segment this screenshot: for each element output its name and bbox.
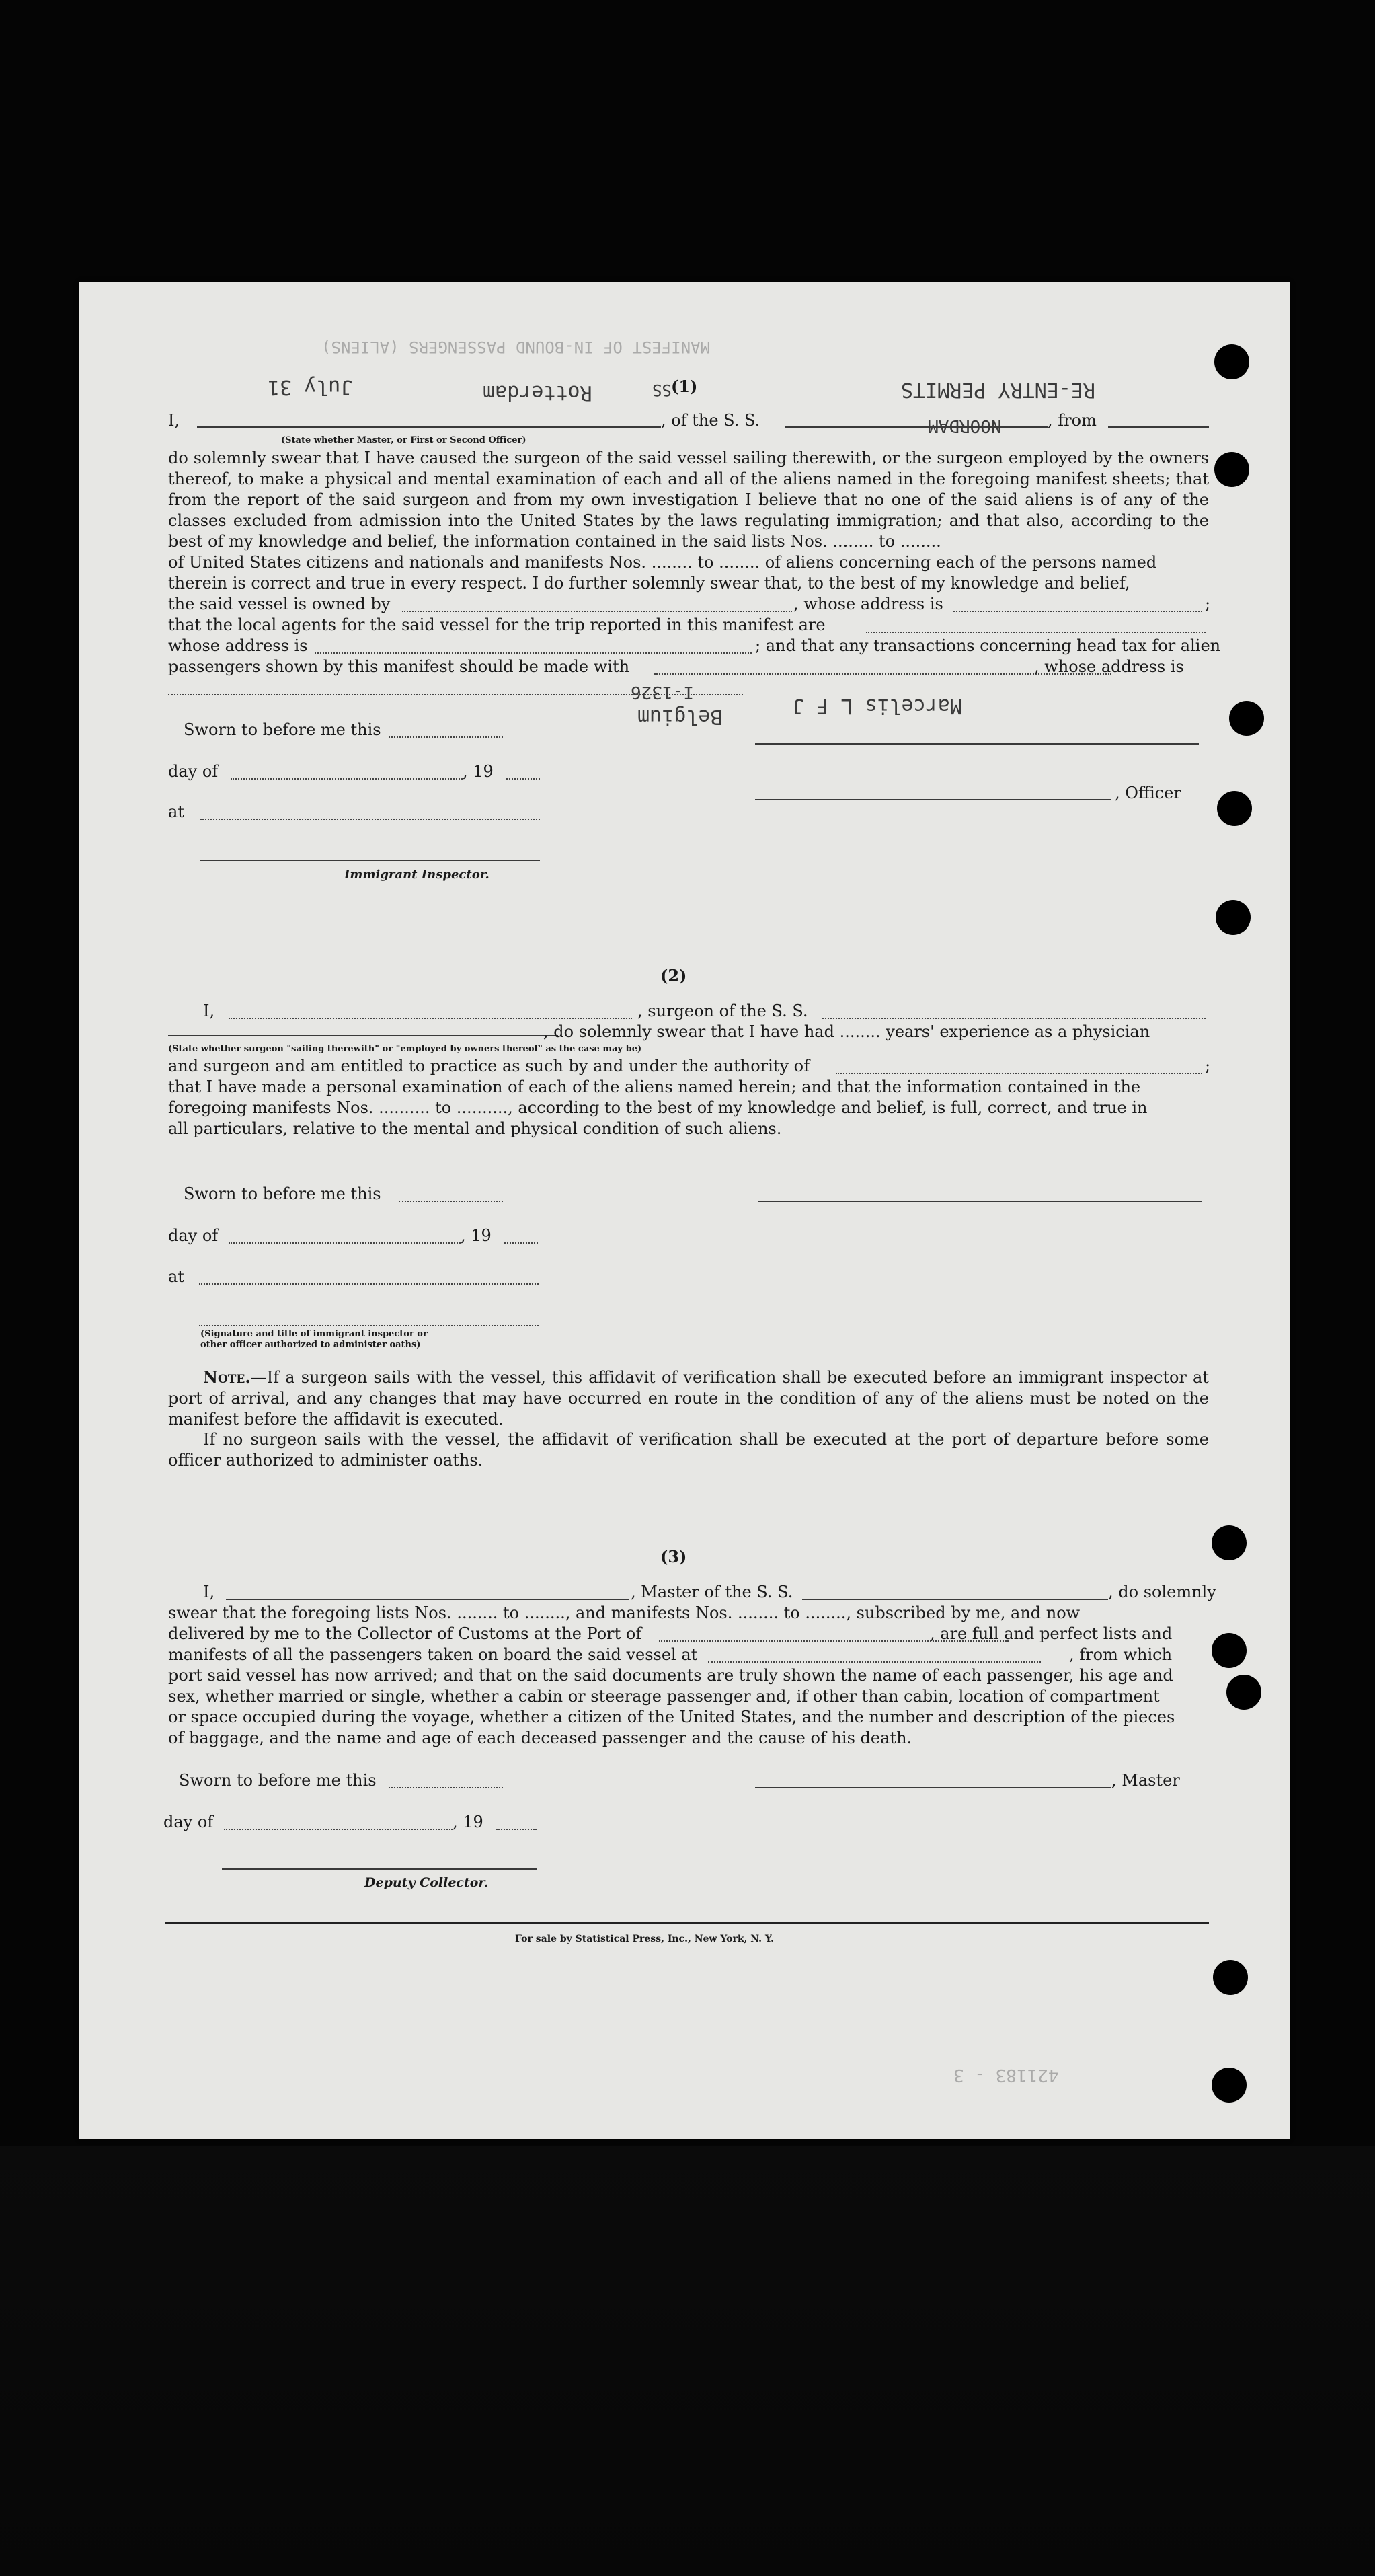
s2-sig-note-2: other officer authorized to administer oaths) xyxy=(200,1340,421,1350)
s1-passengers-label: passengers shown by this manifest should be made with xyxy=(168,657,630,676)
punch-hole xyxy=(1217,791,1252,826)
stamp-number: I-1326 xyxy=(631,682,694,702)
s1-ship-field[interactable] xyxy=(785,426,1048,428)
s2-sworn-label: Sworn to before me this xyxy=(184,1184,381,1203)
s2-line2: , do solemnly swear that I have had ........ years' experience as a physician xyxy=(543,1022,1150,1041)
s3-line2: swear that the foregoing lists Nos. ........ to ........, and manifests Nos. ........ to ........, subscribed by me, and now xyxy=(168,1603,1081,1622)
punch-hole xyxy=(1214,452,1249,487)
s3-line7: or space occupied during the voyage, whether a citizen of the United States, and the number and description of the pieces xyxy=(168,1708,1175,1727)
s2-line4: that I have made a personal examination of each of the aliens named herein; and that the information contained in the xyxy=(168,1077,1141,1096)
s3-embark-port-field[interactable] xyxy=(708,1661,1041,1663)
s3-day-of-label: day of xyxy=(163,1813,214,1831)
s1-sworn-label: Sworn to before me this xyxy=(184,720,381,739)
stamp-port: Rotterdam xyxy=(483,381,592,404)
s1-whose-label: whose address is xyxy=(168,636,308,655)
s3-master-label: , Master xyxy=(1111,1771,1180,1790)
s2-line1-prefix: I, xyxy=(203,1001,215,1020)
s3-line8: of baggage, and the name and age of each deceased passenger and the cause of his death. xyxy=(168,1729,912,1747)
s1-officer-signature-field[interactable] xyxy=(755,799,1111,800)
s1-year-field[interactable] xyxy=(506,778,540,780)
s1-semicolon: ; xyxy=(1205,595,1211,613)
s3-sworn-date-field[interactable] xyxy=(389,1787,503,1788)
s2-sig-note-1: (Signature and title of immigrant inspector or xyxy=(200,1329,428,1339)
stamp-country: Belgium xyxy=(637,705,723,728)
s1-passengers-addr-label: , whose address is xyxy=(1034,657,1184,676)
s1-name-field[interactable] xyxy=(197,426,661,428)
s1-sworn-date-field[interactable] xyxy=(389,736,503,738)
s1-agents-field[interactable] xyxy=(866,632,1206,633)
s3-line6: sex, whether married or single, whether a cabin or steerage passenger and, if other than cabin, location of compartment xyxy=(168,1687,1160,1706)
s3-ship-field[interactable] xyxy=(802,1599,1108,1600)
s3-year-field[interactable] xyxy=(496,1829,537,1830)
s2-at-field[interactable] xyxy=(199,1283,539,1285)
s1-owner-field[interactable] xyxy=(402,611,792,612)
s2-year-label: , 19 xyxy=(461,1226,492,1245)
footer-rule xyxy=(165,1922,1209,1924)
scanner-background xyxy=(0,2146,1375,2576)
s2-day-field[interactable] xyxy=(229,1242,461,1244)
s3-line3: delivered by me to the Collector of Customs at the Port of xyxy=(168,1624,642,1643)
s3-line5: port said vessel has now arrived; and that on the said documents are truly shown the name of each passenger, his age and xyxy=(168,1666,1173,1685)
s2-ship-field[interactable] xyxy=(822,1018,1206,1019)
stamp-ship-prefix: SS xyxy=(652,381,672,400)
s3-year-label: , 19 xyxy=(453,1813,483,1831)
s3-sworn-label: Sworn to before me this xyxy=(179,1771,377,1790)
s2-note2-paragraph: If no surgeon sails with the vessel, the affidavit of verification shall be executed at the port of departure before some officer authorized to administer oaths. xyxy=(168,1430,1209,1470)
s2-semicolon: ; xyxy=(1205,1057,1211,1075)
s1-owned-addr-label: , whose address is xyxy=(793,595,943,613)
stamp-date: July 31 xyxy=(268,375,353,399)
s2-inspector-signature-field[interactable] xyxy=(199,1325,539,1326)
punch-hole xyxy=(1216,900,1251,935)
s2-status-note: (State whether surgeon "sailing therewith" or "employed by owners thereof" as the case may be) xyxy=(168,1044,642,1054)
s1-inspector-signature-field[interactable] xyxy=(200,860,540,861)
s1-agents-label: that the local agents for the said vessel for the trip reported in this manifest are xyxy=(168,615,826,634)
stamp-passenger-name: Marcelis L F J xyxy=(792,694,962,718)
s3-line1-mid: , Master of the S. S. xyxy=(631,1583,793,1601)
stamp-reentry: RE-ENTRY PERMITS xyxy=(901,378,1095,402)
s1-day-field[interactable] xyxy=(231,778,463,780)
s1-therein-line: therein is correct and true in every respect. I do further solemnly swear that, to the best of my knowledge and belief, xyxy=(168,574,1130,593)
s1-officer-label: , Officer xyxy=(1115,784,1181,802)
punch-hole xyxy=(1213,1960,1248,1995)
s1-line1-prefix: I, xyxy=(168,411,180,430)
s1-year-label: , 19 xyxy=(463,762,494,781)
s1-at-label: at xyxy=(168,802,184,821)
s1-owned-label: the said vessel is owned by xyxy=(168,595,391,613)
s2-day-of-label: day of xyxy=(168,1226,219,1245)
s2-status-field[interactable] xyxy=(168,1035,558,1036)
s2-surgeon-signature-field[interactable] xyxy=(758,1201,1202,1202)
s2-note-label: Note. xyxy=(203,1367,251,1387)
s3-line3-end: , are full and perfect lists and xyxy=(930,1624,1173,1643)
s2-at-label: at xyxy=(168,1267,184,1286)
s2-line5: foregoing manifests Nos. .......... to .........., according to the best of my knowledge and belief, is full, correct, and true in xyxy=(168,1098,1148,1117)
s1-day-of-label: day of xyxy=(168,762,219,781)
s2-note-text: —If a surgeon sails with the vessel, this affidavit of verification shall be executed before an immigrant inspector at port of arrival, and any changes that may have occurred en route in the condition of any of the aliens must be noted on the manifest before the affidavit is executed. xyxy=(168,1368,1209,1429)
section-3-marker: (3) xyxy=(660,1547,687,1566)
s2-authority-field[interactable] xyxy=(836,1073,1202,1074)
s2-note-paragraph xyxy=(168,1367,1209,1430)
bleed-through-number: 421183 - 3 xyxy=(953,2065,1059,2085)
s3-line1-end: , do solemnly xyxy=(1108,1583,1216,1601)
s1-line1-mid: , of the S. S. xyxy=(661,411,760,430)
footer-imprint: For sale by Statistical Press, Inc., New York, N. Y. xyxy=(515,1934,774,1944)
s2-line6: all particulars, relative to the mental and physical condition of such aliens. xyxy=(168,1119,782,1138)
section-1-marker: (1) xyxy=(671,377,698,396)
s1-oath-paragraph: do solemnly swear that I have caused the surgeon of the said vessel sailing therewith, or the surgeon employed by the owners thereof, to make a physical and mental examination of each and all of the aliens named in the foregoing manifest sheets; that from the report of the said surgeon and from my own investigation I believe that no one of the said aliens is of any of the classes excluded from admission into the United States by the laws regulating immigration; and that also, according to the best of my knowledge and belief, the information contained in the said lists Nos. ........ to ........ xyxy=(168,449,1209,551)
s3-master-name-field[interactable] xyxy=(226,1599,629,1600)
s2-year-field[interactable] xyxy=(504,1242,538,1244)
bleed-through-title: MANIFEST OF IN-BOUND PASSENGERS (ALIENS) xyxy=(321,338,710,356)
s1-rank-note: (State whether Master, or First or Second Officer) xyxy=(281,435,526,445)
s3-line1-prefix: I, xyxy=(203,1583,215,1601)
s2-line3: and surgeon and am entitled to practice as such by and under the authority of xyxy=(168,1057,810,1075)
punch-hole xyxy=(1229,701,1264,736)
punch-hole xyxy=(1226,1675,1261,1710)
s1-owner-address-field[interactable] xyxy=(953,611,1202,612)
stamp-ship: NOORDAM xyxy=(928,416,1002,436)
s1-line1-from: , from xyxy=(1048,411,1097,430)
s1-nationals-line: of United States citizens and nationals and manifests Nos. ........ to ........ of aliens concerning each of the persons named xyxy=(168,553,1157,572)
s3-collector-label: Deputy Collector. xyxy=(364,1875,489,1890)
punch-hole xyxy=(1214,344,1249,379)
s2-line1-mid: , surgeon of the S. S. xyxy=(637,1001,808,1020)
s1-agents-address-field[interactable] xyxy=(315,652,752,654)
s1-signature-line-top[interactable] xyxy=(755,743,1199,745)
s3-line4-end: , from which xyxy=(1069,1645,1173,1664)
s1-from-field[interactable] xyxy=(1108,426,1209,428)
punch-hole xyxy=(1212,2068,1247,2103)
s1-at-field[interactable] xyxy=(200,819,540,820)
s1-head-tax-label: ; and that any transactions concerning head tax for alien xyxy=(755,636,1221,655)
punch-hole xyxy=(1212,1633,1247,1668)
s3-collector-signature-field[interactable] xyxy=(222,1868,537,1870)
punch-hole xyxy=(1212,1525,1247,1560)
s3-master-signature-field[interactable] xyxy=(755,1787,1111,1788)
s2-surgeon-name-field[interactable] xyxy=(229,1018,632,1019)
manifest-page xyxy=(79,282,1290,2139)
s1-inspector-label: Immigrant Inspector. xyxy=(344,868,489,882)
section-2-marker: (2) xyxy=(660,966,687,985)
s2-sworn-date-field[interactable] xyxy=(399,1201,503,1202)
s3-day-field[interactable] xyxy=(224,1829,453,1830)
s3-line4: manifests of all the passengers taken on board the said vessel at xyxy=(168,1645,698,1664)
